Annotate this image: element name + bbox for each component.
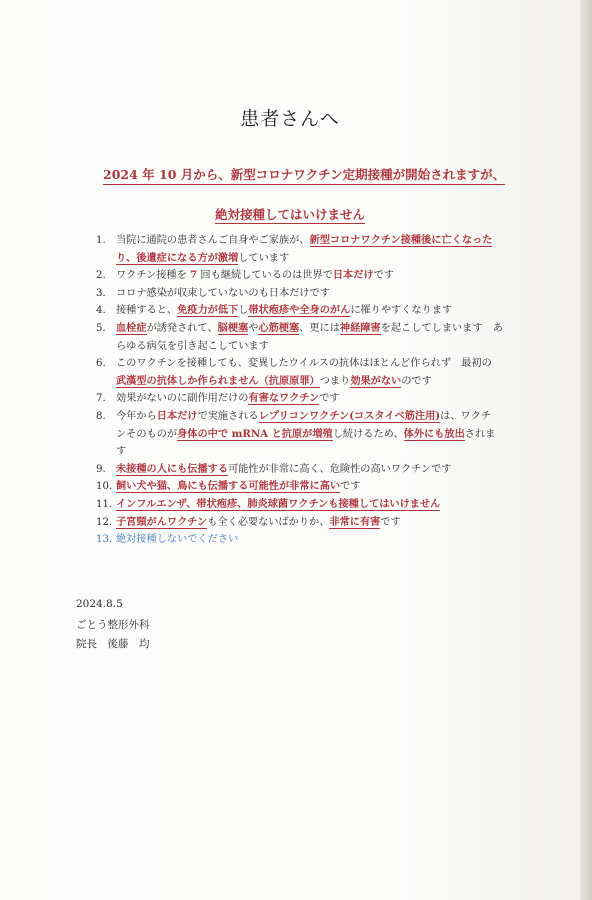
list-item-text: コロナ感染が収束していないのも日本だけです	[116, 287, 330, 299]
list-item	[92, 232, 512, 250]
list-item-text: す	[116, 446, 127, 458]
list-item-text: です	[380, 516, 401, 528]
list-item-emphasis: インフルエンザ、帯状疱疹、肺炎球菌ワクチンも接種してはいけません	[116, 497, 441, 510]
list-item-emphasis: 身体の中で mRNA と抗原が増殖	[177, 427, 333, 440]
list-item-text: つまり	[319, 375, 351, 387]
list-item-emphasis: 体外にも放出	[403, 427, 465, 440]
headline-warning: 2024 年 10 月から、新型コロナワクチン定期接種が開始されますが、	[103, 165, 505, 185]
list-item-number: 10.	[96, 481, 113, 493]
list-item-emphasis: 子宮頸がんワクチン	[116, 515, 208, 528]
list-item-emphasis: 免疫力が低下	[177, 304, 239, 317]
list-item-text: を起こしてしまいます あ	[380, 322, 503, 334]
list-item-text: に罹りやすくなります	[350, 305, 453, 317]
list-item-emphasis: 効果がない	[350, 374, 402, 387]
footer-director: 院長 後藤 均	[76, 638, 150, 650]
list-item-text: は、ワクチ	[440, 410, 492, 422]
list-item	[92, 285, 512, 303]
list-item-number: 1.	[96, 235, 106, 246]
document-title: 患者さんへ	[240, 108, 340, 130]
list-item-text: されま	[464, 428, 496, 440]
list-item-number: 3.	[96, 287, 106, 299]
list-item	[92, 302, 512, 320]
list-item	[92, 496, 512, 514]
list-item-emphasis: 武漢型の抗体しか作られません（抗原原罪）	[116, 374, 320, 387]
list-item-emphasis: 飼い犬や猫、鳥にも伝播する可能性が非常に高い	[116, 480, 341, 493]
list-item-text: も全く必要ないばかりか、	[207, 516, 330, 528]
list-item-emphasis: 心筋梗塞	[258, 321, 300, 334]
list-item-number: 11.	[96, 498, 113, 510]
list-item	[92, 320, 512, 338]
list-item-text: や	[248, 322, 259, 334]
list-item-emphasis: 絶対接種しないでください	[116, 534, 239, 546]
list-item	[92, 338, 512, 356]
footer-date: 2024.8.5	[76, 598, 123, 610]
list-item	[92, 461, 512, 479]
list-item-number: 6.	[96, 358, 106, 370]
list-item-text: 可能性が非常に高く、危険性の高いワクチンです	[228, 463, 452, 475]
list-item-text: 、更には	[299, 322, 340, 334]
list-item-text: です	[373, 270, 394, 282]
list-item-number: 4.	[96, 305, 106, 317]
list-item	[92, 443, 512, 461]
list-item	[92, 514, 512, 532]
list-item-number: 9.	[96, 463, 106, 475]
list-item-emphasis: 日本だけ	[332, 269, 374, 282]
list-item-text: らゆる病気を引き起こしています	[116, 340, 269, 352]
list-item-emphasis: レプリコンワクチン(コスタイベ筋注用)	[258, 409, 441, 422]
warning-list	[92, 232, 512, 549]
list-item	[92, 373, 512, 391]
list-item-text: しています	[238, 252, 290, 264]
list-item-emphasis: 神経障害	[339, 321, 381, 334]
list-item-emphasis: 7	[190, 269, 198, 282]
list-item-text: し続けるため、	[332, 428, 404, 440]
list-item-text: が誘発されて、	[146, 322, 218, 334]
list-item-text: し	[238, 305, 249, 317]
list-item-text: で実施される	[197, 410, 259, 422]
list-item-text: です	[340, 481, 361, 493]
list-item-text: ンそのものが	[116, 428, 178, 440]
list-item	[92, 250, 512, 268]
list-item-text: 今年から	[116, 410, 157, 422]
headline-prohibition-text: 絶対接種してはいけません	[214, 207, 365, 222]
list-item-text: です	[319, 393, 340, 405]
list-item-emphasis: 血栓症	[116, 321, 147, 334]
list-item-text: 当院に通院の患者さんご自身やご家族が、	[116, 235, 310, 246]
list-item-emphasis: 有害なワクチン	[248, 392, 320, 405]
list-item-number: 5.	[96, 322, 106, 334]
list-item	[92, 531, 512, 549]
list-item	[92, 426, 512, 444]
list-item-number: 7.	[96, 393, 106, 405]
list-item	[92, 408, 512, 426]
list-item	[92, 390, 512, 408]
list-item-number: 12.	[96, 516, 113, 528]
list-item-number: 2.	[96, 270, 106, 282]
list-item	[92, 478, 512, 496]
list-item-emphasis: 帯状疱疹や全身のがん	[248, 304, 351, 317]
list-item-emphasis: 未接種の人にも伝播する	[116, 462, 229, 475]
list-item-number: 13.	[96, 534, 113, 546]
paper-edge	[580, 0, 592, 900]
footer-clinic: ごとう整形外科	[76, 619, 150, 631]
list-item	[92, 355, 512, 373]
list-item-text: 回も継続しているのは世界で	[197, 270, 333, 282]
list-item-text: 効果がないのに副作用だけの	[116, 393, 249, 405]
list-item-emphasis: 新型コロナワクチン接種後に亡くなった	[309, 234, 493, 246]
list-item-number: 8.	[96, 410, 106, 422]
list-item-emphasis: り、後遺症になる方が激増	[116, 251, 239, 264]
list-item-emphasis: 日本だけ	[156, 409, 198, 422]
list-item	[92, 267, 512, 285]
headline-prohibition	[0, 205, 580, 223]
list-item-text: このワクチンを接種しても、変異したウイルスの抗体はほとんど作られず 最初の	[116, 358, 492, 370]
list-item-text: ワクチン接種を	[116, 270, 191, 282]
list-item-text: のです	[401, 375, 432, 387]
list-item-emphasis: 非常に有害	[329, 515, 381, 528]
list-item-text: 接種すると、	[116, 305, 178, 317]
list-item-emphasis: 脳梗塞	[217, 321, 249, 334]
